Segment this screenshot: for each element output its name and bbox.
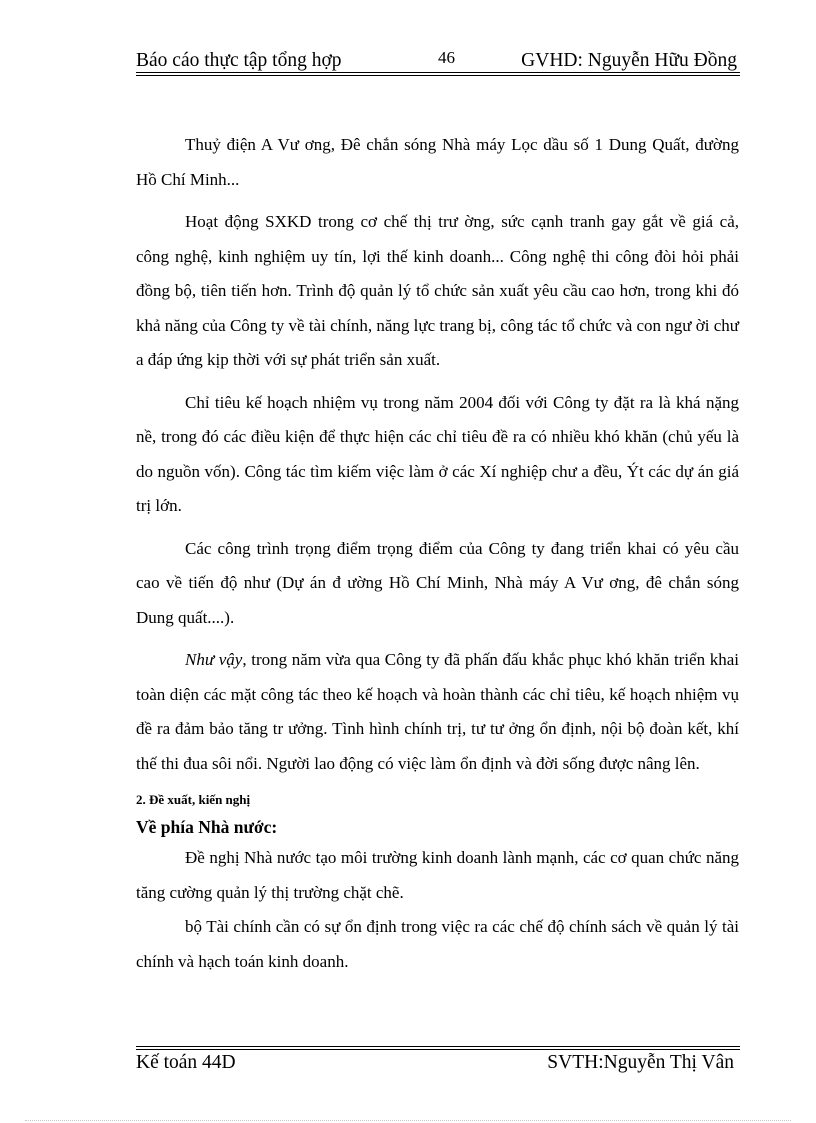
footer-rule-top bbox=[136, 1046, 740, 1047]
recommendation-2: bộ Tài chính cần có sự ổn định trong việc ra các chế độ chính sách về quản lý tài chính và hạch toán kinh doanh. bbox=[136, 917, 739, 971]
page-edge-dotted-line bbox=[25, 1120, 791, 1121]
student-name: SVTH:Nguyễn Thị Vân bbox=[547, 1052, 734, 1073]
section-title: 2. Đề xuất, kiến nghị bbox=[136, 792, 251, 807]
supervisor-name: GVHD: Nguyễn Hữu Đồng bbox=[521, 50, 737, 71]
paragraph-2: Hoạt động SXKD trong cơ chế thị trư ờng, sức cạnh tranh gay gắt về giá cả, công nghệ, kinh nghiệm uy tín, lợi thế kinh doanh... Công nghệ thi công đòi hỏi phải đồng bộ, tiên tiến hơn. Trình độ quản lý tổ chức sản xuất yêu cầu cao hơn, trong khi đó khả năng của Công ty về tài chính, năng lực trang bị, công tác tổ chức và con ngư ời chư a đáp ứng kịp thời với sự phát triển sản xuất. bbox=[136, 212, 739, 369]
subsection-title: Về phía Nhà nước: bbox=[136, 817, 278, 837]
header-rule-top bbox=[136, 72, 740, 73]
page-footer bbox=[136, 1052, 740, 1078]
header-rule-bottom bbox=[136, 75, 740, 76]
page-number: 46 bbox=[438, 48, 455, 67]
page-body bbox=[136, 128, 739, 979]
recommendation-1: Đề nghị Nhà nước tạo môi trường kinh doanh lành mạnh, các cơ quan chức năng tăng cường quản lý thị trường chặt chẽ. bbox=[136, 848, 739, 902]
paragraph-1: Thuỷ điện A Vư ơng, Đê chắn sóng Nhà máy Lọc dầu số 1 Dung Quất, đường Hồ Chí Minh... bbox=[136, 135, 739, 189]
paragraph-5 bbox=[136, 643, 739, 781]
class-name: Kế toán 44D bbox=[136, 1052, 236, 1073]
paragraph-4: Các công trình trọng điểm trọng điểm của Công ty đang triển khai có yêu cầu cao về tiến độ như (Dự án đ ường Hồ Chí Minh, Nhà máy A Vư ơng, đê chắn sóng Dung quất....). bbox=[136, 538, 739, 627]
paragraph-5-lead: Như vậy bbox=[185, 650, 243, 669]
paragraph-3: Chỉ tiêu kế hoạch nhiệm vụ trong năm 2004 đối với Công ty đặt ra là khá nặng nề, trong đó các điều kiện để thực hiện các chỉ tiêu đề ra có nhiều khó khăn (chủ yếu là do nguồn vốn). Công tác tìm kiếm việc làm ở các Xí nghiệp chư a đều, Ýt các dự án giá trị lớn. bbox=[136, 392, 739, 515]
footer-rule-bottom bbox=[136, 1049, 740, 1050]
report-title: Báo cáo thực tập tổng hợp bbox=[136, 50, 342, 71]
paragraph-5-rest: , trong năm vừa qua Công ty đã phấn đấu khắc phục khó khăn triển khai toàn diện các mặt công tác theo kế hoạch và hoàn thành các chỉ tiêu, kế hoạch nhiệm vụ đề ra đảm bảo tăng tr ưởng. Tình hình chính trị, tư tư ởng ổn định, nội bộ đoàn kết, khí thế thi đua sôi nổi. Người lao động có việc làm ổn định và đời sống được nâng lên. bbox=[136, 650, 740, 773]
